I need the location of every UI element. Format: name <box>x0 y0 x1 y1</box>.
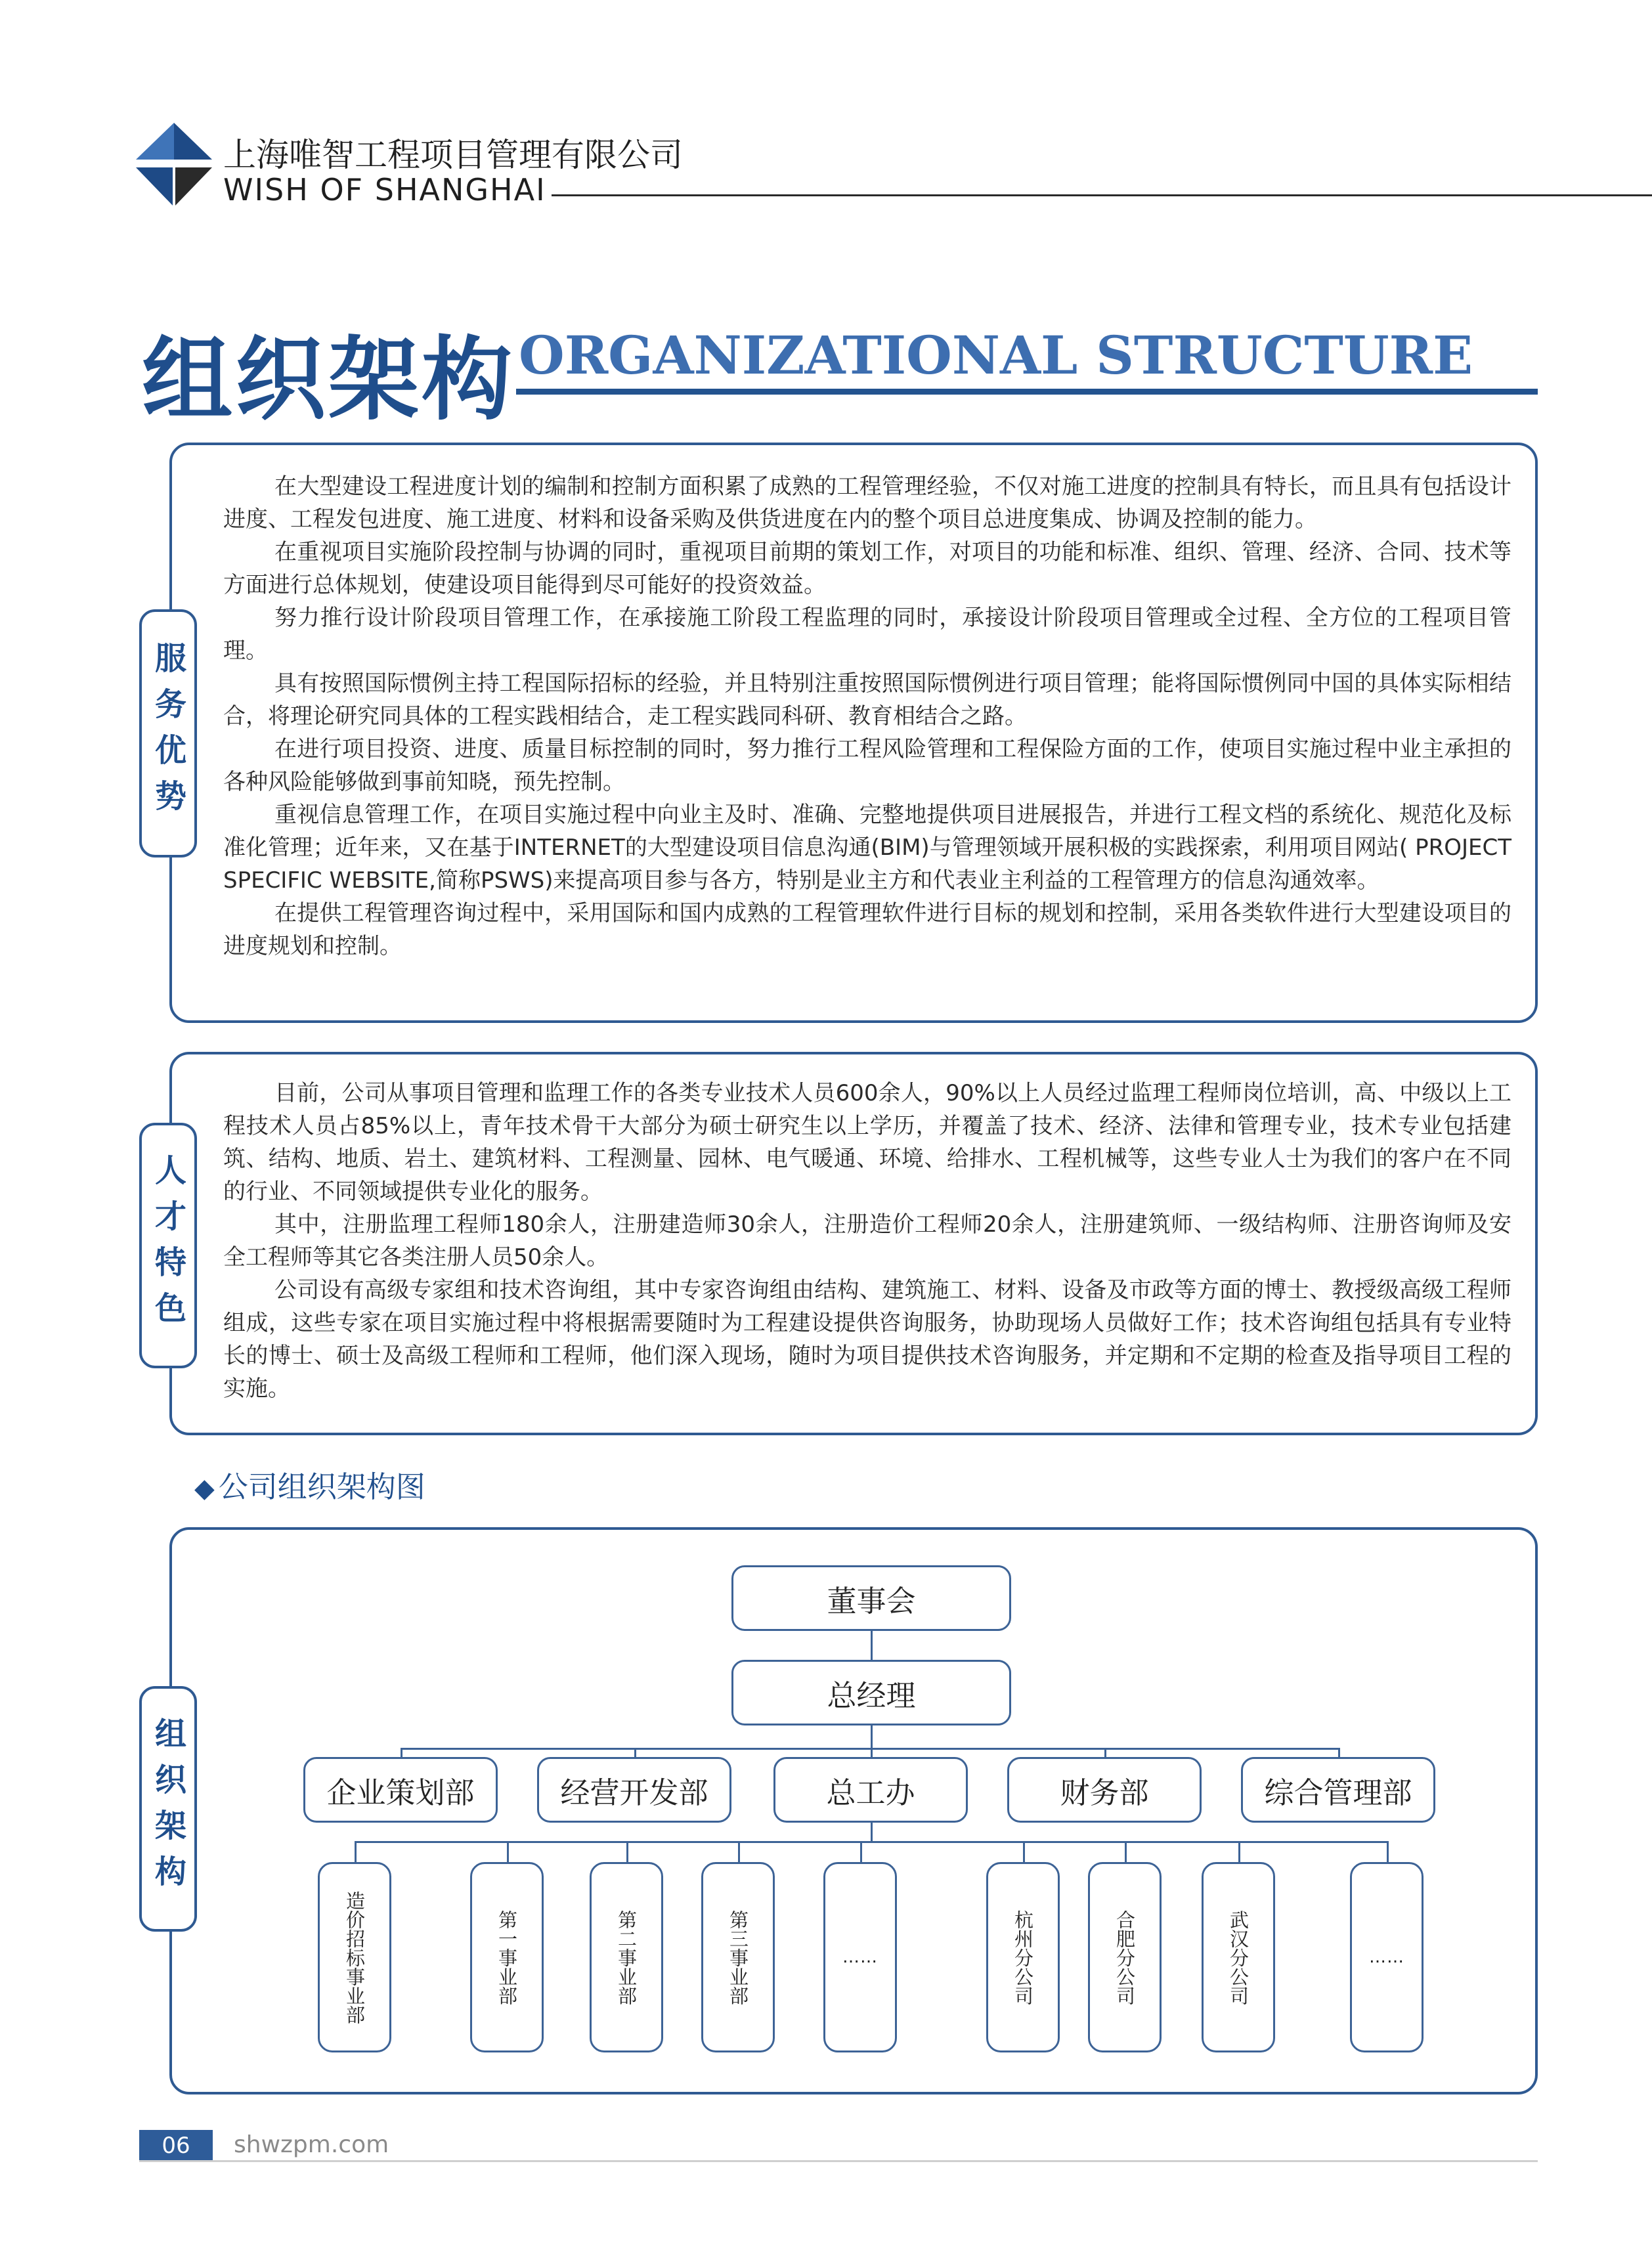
paragraph: 在重视项目实施阶段控制与协调的同时，重视项目前期的策划工作，对项目的功能和标准、组织、管理、经济、合同、技术等方面进行总体规划，使建设项目能得到尽可能好的投资效益。 <box>223 539 1511 598</box>
footer-divider <box>139 2160 1538 2162</box>
connector-line <box>401 1748 1339 1750</box>
connector-line <box>738 1841 740 1862</box>
connector-line <box>355 1841 357 1862</box>
org-node-board: 董事会 <box>731 1565 1011 1631</box>
org-node-general-manager: 总经理 <box>731 1660 1011 1725</box>
connector-line <box>626 1841 628 1862</box>
connector-line <box>634 1748 636 1757</box>
talent-features-label: 人才特色 <box>149 1154 186 1337</box>
company-name: 上海唯智工程项目管理有限公司 <box>223 136 683 174</box>
connector-line <box>871 1725 873 1757</box>
org-node-department: 总工办 <box>773 1757 968 1823</box>
unit-label: 第二事业部 <box>615 1909 638 2005</box>
service-advantages-text <box>223 470 1511 963</box>
connector-line <box>507 1841 509 1862</box>
org-node-unit <box>318 1862 391 2052</box>
unit-label: 合肥分公司 <box>1114 1909 1136 2005</box>
paragraph: 目前，公司从事项目管理和监理工作的各类专业技术人员600余人，90%以上人员经过监理工程师岗位培训，高、中级以上工程技术人员占85%以上，青年技术骨干大部分为硕士研究生以上学历，并覆盖了技术、经济、法律和管理专业，技术专业包括建筑、结构、地质、岩土、建筑材料、工程测量、园林、电气暖通、环境、给排水、工程机械等，这些专业人士为我们的客户在不同的行业、不同领域提供专业化的服务。 <box>223 1080 1511 1205</box>
unit-label: …… <box>1369 1947 1404 1967</box>
org-node-unit <box>1350 1862 1424 2052</box>
company-logo <box>135 121 213 207</box>
org-node-unit <box>1202 1862 1275 2052</box>
org-node-department: 综合管理部 <box>1241 1757 1435 1823</box>
paragraph: 努力推行设计阶段项目管理工作，在承接施工阶段工程监理的同时，承接设计阶段项目管理或全过程、全方位的工程项目管理。 <box>223 605 1511 664</box>
paragraph: 在进行项目投资、进度、质量目标控制的同时，努力推行工程风险管理和工程保险方面的工作，使项目实施过程中业主承担的各种风险能够做到事前知晓，预先控制。 <box>223 736 1511 795</box>
org-chart-heading <box>194 1463 425 1506</box>
unit-label: 杭州分公司 <box>1012 1909 1034 2005</box>
page-title-english: ORGANIZATIONAL STRUCTURE <box>519 324 1473 386</box>
website-link[interactable]: shwzpm.com <box>234 2131 389 2158</box>
unit-label: 造价招标事业部 <box>343 1890 366 2024</box>
unit-label: 第三事业部 <box>727 1909 749 2005</box>
connector-line <box>1023 1841 1025 1862</box>
org-chart-heading-text: 公司组织架构图 <box>218 1469 425 1504</box>
page-title: 组织架构 <box>142 327 515 433</box>
connector-line <box>401 1748 402 1757</box>
connector-line <box>871 1823 873 1841</box>
connector-line <box>355 1841 1388 1843</box>
connector-line <box>1125 1841 1127 1862</box>
org-node-unit <box>470 1862 544 2052</box>
connector-line <box>860 1841 862 1862</box>
paragraph: 具有按照国际惯例主持工程国际招标的经验，并且特别注重按照国际惯例进行项目管理；能将国际惯例同中国的具体实际相结合，将理论研究同具体的工程实践相结合，走工程实践同科研、教育相结合之路。 <box>223 670 1511 729</box>
page-number: 06 <box>139 2130 213 2161</box>
org-structure-label: 组织架构 <box>149 1717 186 1901</box>
title-underline <box>516 389 1538 395</box>
connector-line <box>871 1631 873 1660</box>
org-node-department: 经营开发部 <box>537 1757 731 1823</box>
paragraph: 在大型建设工程进度计划的编制和控制方面积累了成熟的工程管理经验，不仅对施工进度的控制具有特长，而且具有包括设计进度、工程发包进度、施工进度、材料和设备采购及供货进度在内的整个项目总进度集成、协调及控制的能力。 <box>223 473 1511 532</box>
talent-features-tab <box>139 1123 197 1368</box>
service-advantages-tab <box>139 609 197 857</box>
org-node-unit <box>701 1862 775 2052</box>
org-structure-tab <box>139 1686 197 1932</box>
unit-label: …… <box>842 1947 878 1967</box>
paragraph: 公司设有高级专家组和技术咨询组，其中专家咨询组由结构、建筑施工、材料、设备及市政等方面的博士、教授级高级工程师组成，这些专家在项目实施过程中将根据需要随时为工程建设提供咨询服务，协助现场人员做好工作；技术咨询组包括具有专业特长的博士、硕士及高级工程师和工程师，他们深入现场，随时为项目提供技术咨询服务，并定期和不定期的检查及指导项目工程的实施。 <box>223 1277 1511 1402</box>
connector-line <box>1238 1841 1240 1862</box>
org-node-unit <box>590 1862 663 2052</box>
connector-line <box>1338 1748 1340 1757</box>
unit-label: 武汉分公司 <box>1227 1909 1250 2005</box>
org-node-unit <box>823 1862 897 2052</box>
connector-line <box>1387 1841 1389 1862</box>
talent-features-text <box>223 1077 1511 1405</box>
org-node-department: 企业策划部 <box>303 1757 498 1823</box>
connector-line <box>1104 1748 1106 1757</box>
paragraph: 重视信息管理工作，在项目实施过程中向业主及时、准确、完整地提供项目进展报告，并进行工程文档的系统化、规范化及标准化管理；近年来，又在基于INTERNET的大型建设项目信息沟通(BIM)与管理领域开展积极的实践探索，利用项目网站( PROJECT SPECIFIC WEBSITE,简称PSWS)来提高项目参与各方，特别是业主方和代表业主利益的工程管理方的信息沟通效率。 <box>223 802 1511 894</box>
paragraph: 在提供工程管理咨询过程中，采用国际和国内成熟的工程管理软件进行目标的规划和控制，采用各类软件进行大型建设项目的进度规划和控制。 <box>223 900 1511 959</box>
unit-label: 第一事业部 <box>496 1909 518 2005</box>
org-node-unit <box>1088 1862 1162 2052</box>
org-node-department: 财务部 <box>1007 1757 1202 1823</box>
paragraph: 其中，注册监理工程师180余人，注册建造师30余人，注册造价工程师20余人，注册建筑师、一级结构师、注册咨询师及安全工程师等其它各类注册人员50余人。 <box>223 1211 1511 1270</box>
diamond-icon: ◆ <box>194 1473 215 1504</box>
service-advantages-label: 服务优势 <box>149 641 186 825</box>
header-divider <box>552 194 1652 196</box>
org-node-unit <box>986 1862 1060 2052</box>
company-english-name: WISH OF SHANGHAI <box>223 172 546 207</box>
